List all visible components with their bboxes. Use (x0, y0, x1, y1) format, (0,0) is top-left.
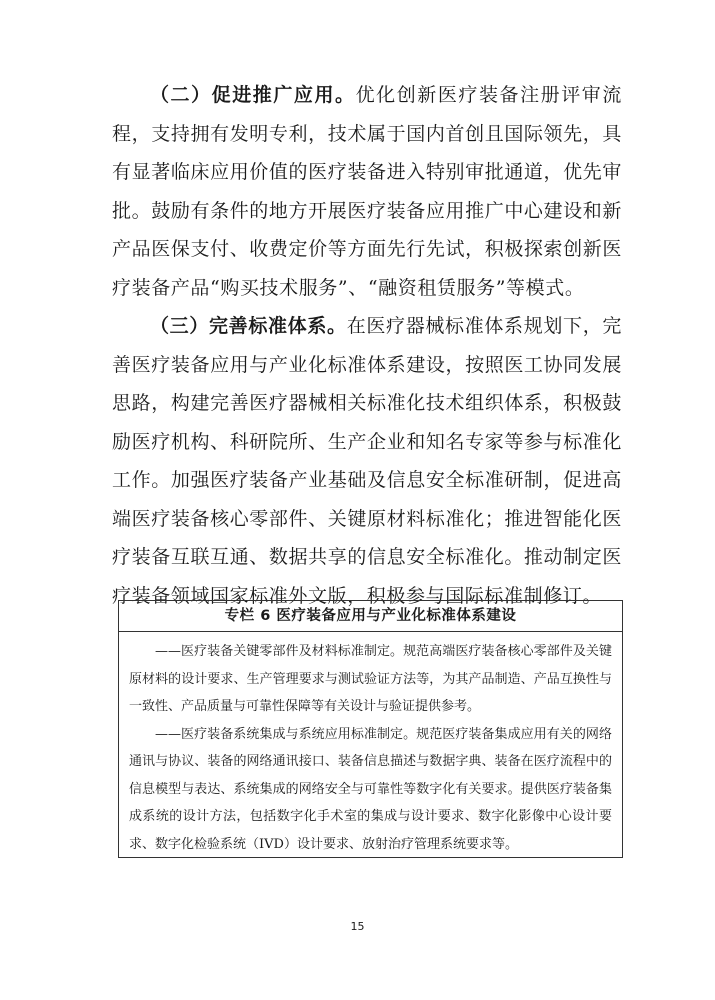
paragraph-heading: （二）促进推广应用。 (150, 84, 356, 106)
paragraph-standard-system (112, 307, 622, 615)
column-box-body (119, 632, 622, 858)
paragraph-body: 优化创新医疗装备注册评审流程，支持拥有发明专利，技术属于国内首创且国际领先，具有显著临床应用价值的医疗装备进入特别审批通道，优先审批。鼓励有条件的地方开展医疗装备应用推广中心建设和新产品医保支付、收费定价等方面先行先试，积极探索创新医疗装备产品“购买技术服务”、“融资租赁服务”等模式。 (112, 84, 622, 299)
paragraph-body: 在医疗器械标准体系规划下，完善医疗装备应用与产业化标准体系建设，按照医工协同发展思路，构建完善医疗器械相关标准化技术组织体系，积极鼓励医疗机构、科研院所、生产企业和知名专家等参与标准化工作。加强医疗装备产业基础及信息安全标准研制，促进高端医疗装备核心零部件、关键原材料标准化；推进智能化医疗装备互联互通、数据共享的信息安全标准化。推动制定医疗装备领域国家标准外文版，积极参与国际标准制修订。 (112, 315, 622, 607)
paragraph-heading: （三）完善标准体系。 (150, 315, 347, 337)
column-box (118, 600, 623, 858)
column-box-title: 专栏 6 医疗装备应用与产业化标准体系建设 (119, 601, 622, 632)
paragraph-promote-application (112, 76, 622, 307)
main-body-text (112, 76, 622, 615)
column-box-paragraph: ——医疗装备系统集成与系统应用标准制定。规范医疗装备集成应用有关的网络通讯与协议、装备的网络通讯接口、装备信息描述与数据字典、装备在医疗流程中的信息模型与表达、系统集成的网络安全与可靠性等数字化有关要求。提供医疗装备集成系统的设计方法，包括数字化手术室的集成与设计要求、数字化影像中心设计要求、数字化检验系统（IVD）设计要求、放射治疗管理系统要求等。 (129, 726, 612, 852)
page-number: 15 (350, 920, 365, 933)
column-box-paragraph: ——医疗装备关键零部件及材料标准制定。规范高端医疗装备核心零部件及关键原材料的设计要求、生产管理要求与测试验证方法等，为其产品制造、产品互换性与一致性、产品质量与可靠性保障等有关设计与验证提供参考。 (129, 644, 612, 714)
